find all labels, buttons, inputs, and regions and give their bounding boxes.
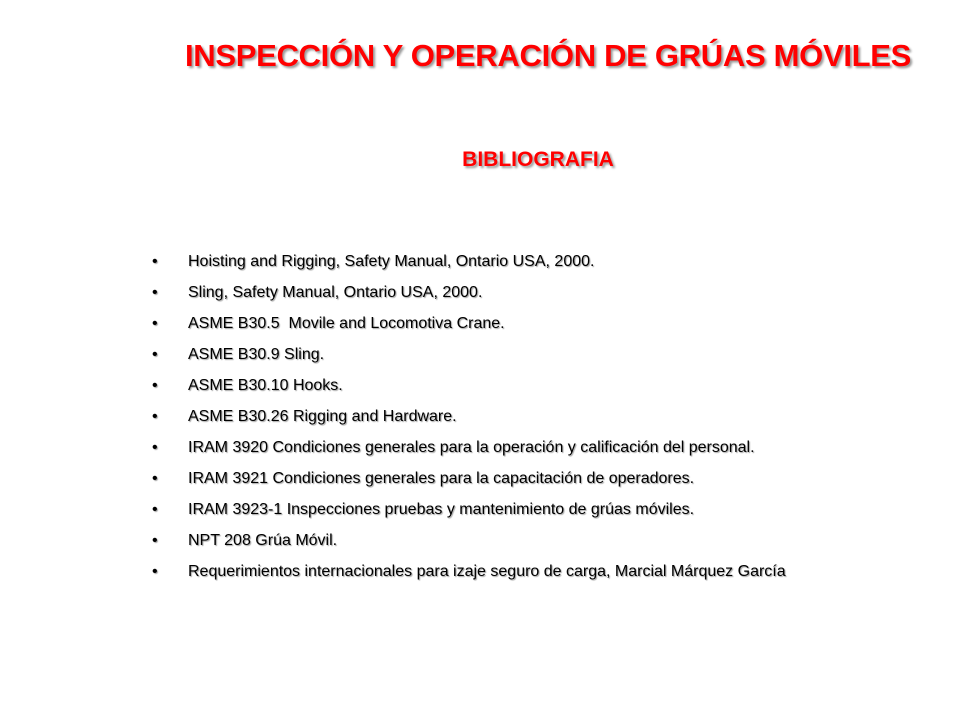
reference-text: IRAM 3923-1 Inspecciones pruebas y mantenimiento de grúas móviles. xyxy=(188,501,695,518)
bullet-icon: • xyxy=(152,346,158,363)
bullet-icon: • xyxy=(152,563,158,580)
list-item xyxy=(150,562,786,593)
bullet-icon: • xyxy=(152,284,158,301)
reference-text: ASME B30.5 Movile and Locomotiva Crane. xyxy=(188,315,505,332)
bullet-icon: • xyxy=(152,408,158,425)
reference-text: NPT 208 Grúa Móvil. xyxy=(188,532,338,549)
bullet-icon: • xyxy=(152,532,158,549)
reference-text: Hoisting and Rigging, Safety Manual, Ontario USA, 2000. xyxy=(188,253,595,270)
bullet-icon: • xyxy=(152,315,158,332)
reference-text: ASME B30.9 Sling. xyxy=(188,346,325,363)
list-item xyxy=(150,314,786,345)
bullet-icon: • xyxy=(152,470,158,487)
list-item xyxy=(150,345,786,376)
list-item xyxy=(150,252,786,283)
reference-text: Requerimientos internacionales para izaje seguro de carga, Marcial Márquez García xyxy=(188,563,786,580)
reference-text: Sling, Safety Manual, Ontario USA, 2000. xyxy=(188,284,483,301)
slide-title: INSPECCIÓN Y OPERACIÓN DE GRÚAS MÓVILES xyxy=(184,38,912,73)
list-item xyxy=(150,376,786,407)
reference-text: ASME B30.26 Rigging and Hardware. xyxy=(188,408,457,425)
list-item xyxy=(150,531,786,562)
list-item xyxy=(150,500,786,531)
reference-text: ASME B30.10 Hooks. xyxy=(188,377,343,394)
list-item xyxy=(150,283,786,314)
bullet-icon: • xyxy=(152,377,158,394)
list-item xyxy=(150,407,786,438)
reference-text: IRAM 3920 Condiciones generales para la operación y calificación del personal. xyxy=(188,439,755,456)
bullet-icon: • xyxy=(152,501,158,518)
section-heading: BIBLIOGRAFIA xyxy=(462,148,614,171)
bullet-icon: • xyxy=(152,439,158,456)
bibliography-list xyxy=(150,252,786,593)
list-item xyxy=(150,469,786,500)
bullet-icon: • xyxy=(152,253,158,270)
reference-text: IRAM 3921 Condiciones generales para la capacitación de operadores. xyxy=(188,470,695,487)
list-item xyxy=(150,438,786,469)
